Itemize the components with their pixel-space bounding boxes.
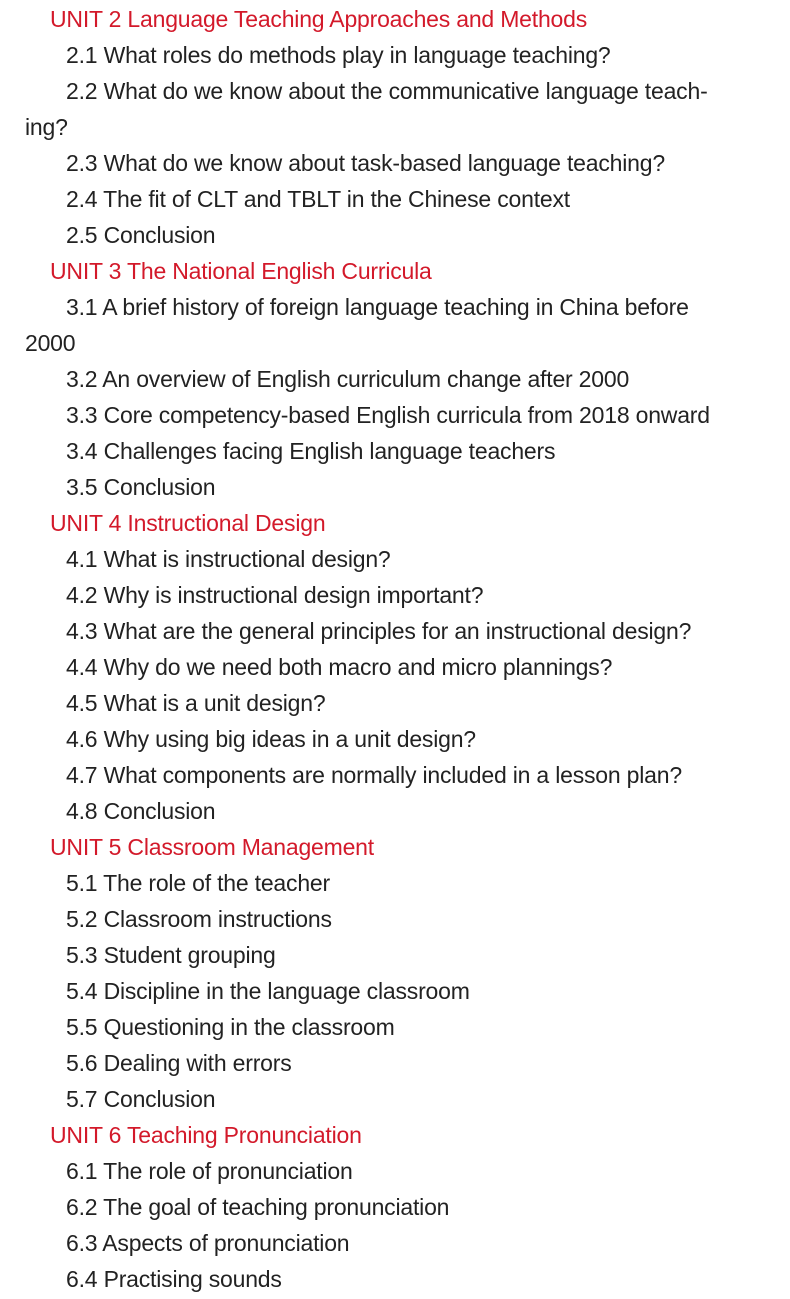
section-entry: 4.7 What components are normally included in a lesson plan? [66,762,682,788]
section-entry: 4.1 What is instructional design? [66,546,391,572]
unit-heading: UNIT 6 Teaching Pronunciation [50,1122,362,1148]
section-entry: 2.5 Conclusion [66,222,216,248]
section-entry: 4.5 What is a unit design? [66,690,326,716]
section-entry: 5.4 Discipline in the language classroom [66,978,470,1004]
section-entry: 4.4 Why do we need both macro and micro plannings? [66,654,613,680]
unit-heading: UNIT 4 Instructional Design [50,510,326,536]
section-entry: 2.4 The fit of CLT and TBLT in the Chinese context [66,186,570,212]
section-entry: 3.3 Core competency-based English curricula from 2018 onward [66,402,710,428]
section-entry: 3.4 Challenges facing English language teachers [66,438,556,464]
section-entry: 2.2 What do we know about the communicative language teach- [66,78,708,104]
section-entry: 5.6 Dealing with errors [66,1050,292,1076]
section-entry-continuation: 2000 [25,330,76,356]
section-entry: 5.5 Questioning in the classroom [66,1014,395,1040]
section-entry: 3.1 A brief history of foreign language teaching in China before [66,294,689,320]
section-entry: 6.3 Aspects of pronunciation [66,1230,350,1256]
section-entry: 5.1 The role of the teacher [66,870,330,896]
section-entry: 3.5 Conclusion [66,474,216,500]
section-entry: 5.2 Classroom instructions [66,906,332,932]
section-entry: 2.1 What roles do methods play in language teaching? [66,42,611,68]
section-entry: 4.8 Conclusion [66,798,216,824]
section-entry: 5.3 Student grouping [66,942,276,968]
section-entry: 3.2 An overview of English curriculum change after 2000 [66,366,630,392]
section-entry: 4.2 Why is instructional design important? [66,582,484,608]
section-entry: 4.6 Why using big ideas in a unit design? [66,726,476,752]
section-entry: 6.4 Practising sounds [66,1266,282,1292]
section-entry: 6.2 The goal of teaching pronunciation [66,1194,450,1220]
unit-heading: UNIT 5 Classroom Management [50,834,374,860]
section-entry-continuation: ing? [25,114,68,140]
section-entry: 5.7 Conclusion [66,1086,216,1112]
unit-heading: UNIT 3 The National English Curricula [50,258,432,284]
section-entry: 4.3 What are the general principles for an instructional design? [66,618,692,644]
unit-heading: UNIT 2 Language Teaching Approaches and Methods [50,6,588,32]
section-entry: 2.3 What do we know about task-based language teaching? [66,150,665,176]
section-entry: 6.1 The role of pronunciation [66,1158,353,1184]
